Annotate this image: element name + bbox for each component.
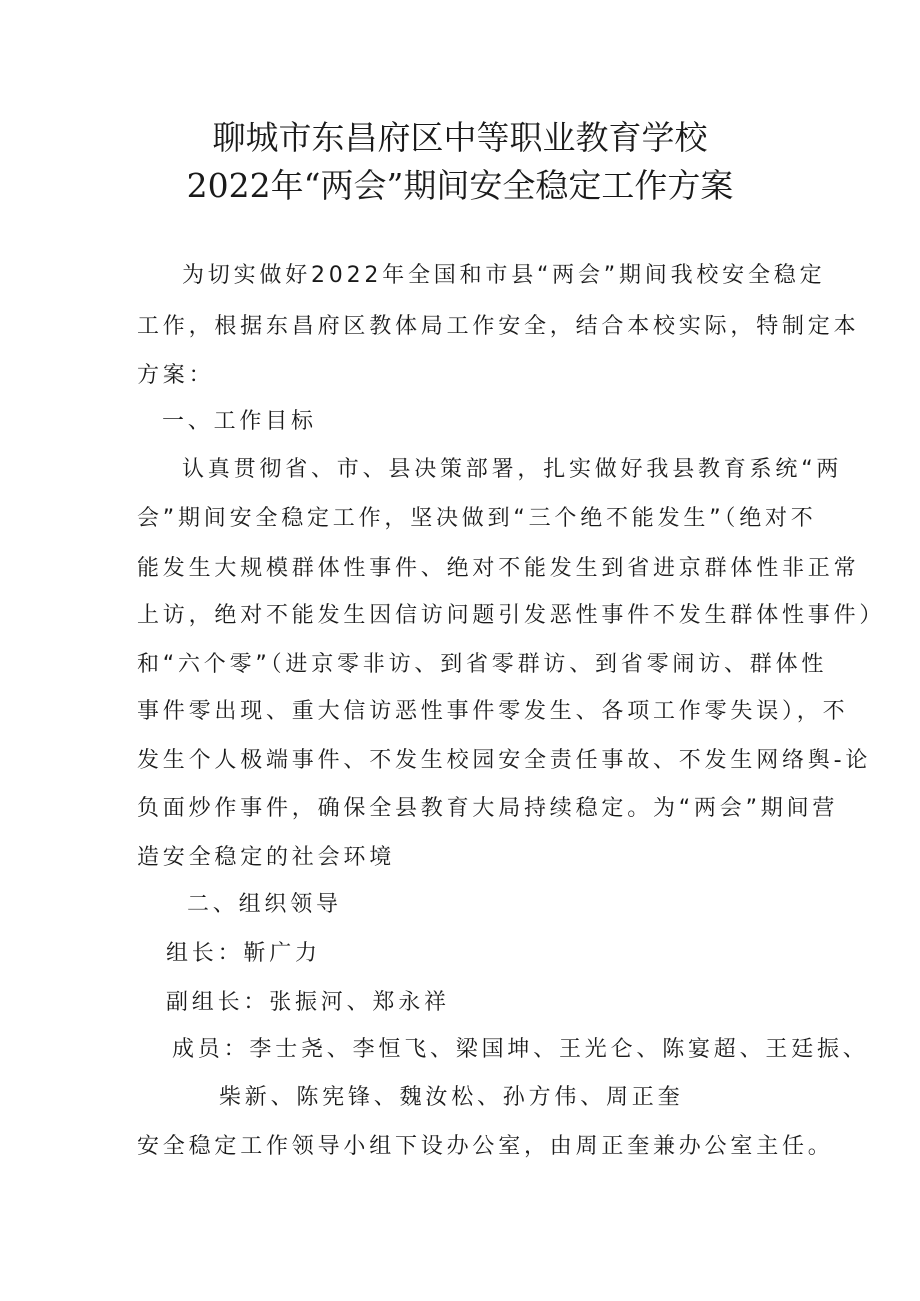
section-1-heading: 一、工作目标 xyxy=(162,409,317,434)
section-1-line-6: 事件零出现、重大信访恶性事件零发生、各项工作零失误），不 xyxy=(137,699,849,724)
section-1-line-2: 会”期间安全稳定工作，坚决做到“三个绝不能发生”（绝对不 xyxy=(137,506,817,531)
intro-paragraph-line-1: 为切实做好2022年全国和市县“两会”期间我校安全稳定 xyxy=(182,263,826,288)
section-1-line-5: 和“六个零”（进京零非访、到省零群访、到省零闹访、群体性 xyxy=(137,652,828,677)
section-1-line-4: 上访，绝对不能发生因信访问题引发恶性事件不发生群体性事件） xyxy=(137,603,886,628)
members-line-2: 柴新、陈宪锋、魏汝松、孙方伟、周正奎 xyxy=(219,1085,684,1110)
leader-line: 组长：靳广力 xyxy=(166,941,321,966)
section-1-line-7: 发生个人极端事件、不发生校园安全责任事故、不发生网络舆-论 xyxy=(137,748,872,773)
document-title-line-1: 聊城市东昌府区中等职业教育学校 xyxy=(212,118,708,157)
intro-paragraph-line-2: 工作，根据东昌府区教体局工作安全，结合本校实际，特制定本 xyxy=(137,314,860,339)
section-1-line-9: 造安全稳定的社会环境 xyxy=(137,845,396,870)
section-1-line-8: 负面炒作事件，确保全县教育大局持续稳定。为“两会”期间营 xyxy=(137,796,839,821)
intro-paragraph-line-3: 方案： xyxy=(137,363,215,388)
members-line-1: 成员：李士尧、李恒飞、梁国坤、王光仑、陈宴超、王廷振、 xyxy=(172,1037,869,1062)
office-note-line: 安全稳定工作领导小组下设办公室，由周正奎兼办公室主任。 xyxy=(137,1134,834,1159)
section-2-heading: 二、组织领导 xyxy=(187,892,342,917)
deputy-leader-line: 副组长：张振河、郑永祥 xyxy=(166,990,450,1015)
section-1-line-3: 能发生大规模群体性事件、绝对不能发生到省进京群体性非正常 xyxy=(137,556,860,581)
document-title-line-2: 2022年“两会”期间安全稳定工作方案 xyxy=(186,166,734,205)
section-1-line-1: 认真贯彻省、市、县决策部署，扎实做好我县教育系统“两 xyxy=(182,457,843,482)
